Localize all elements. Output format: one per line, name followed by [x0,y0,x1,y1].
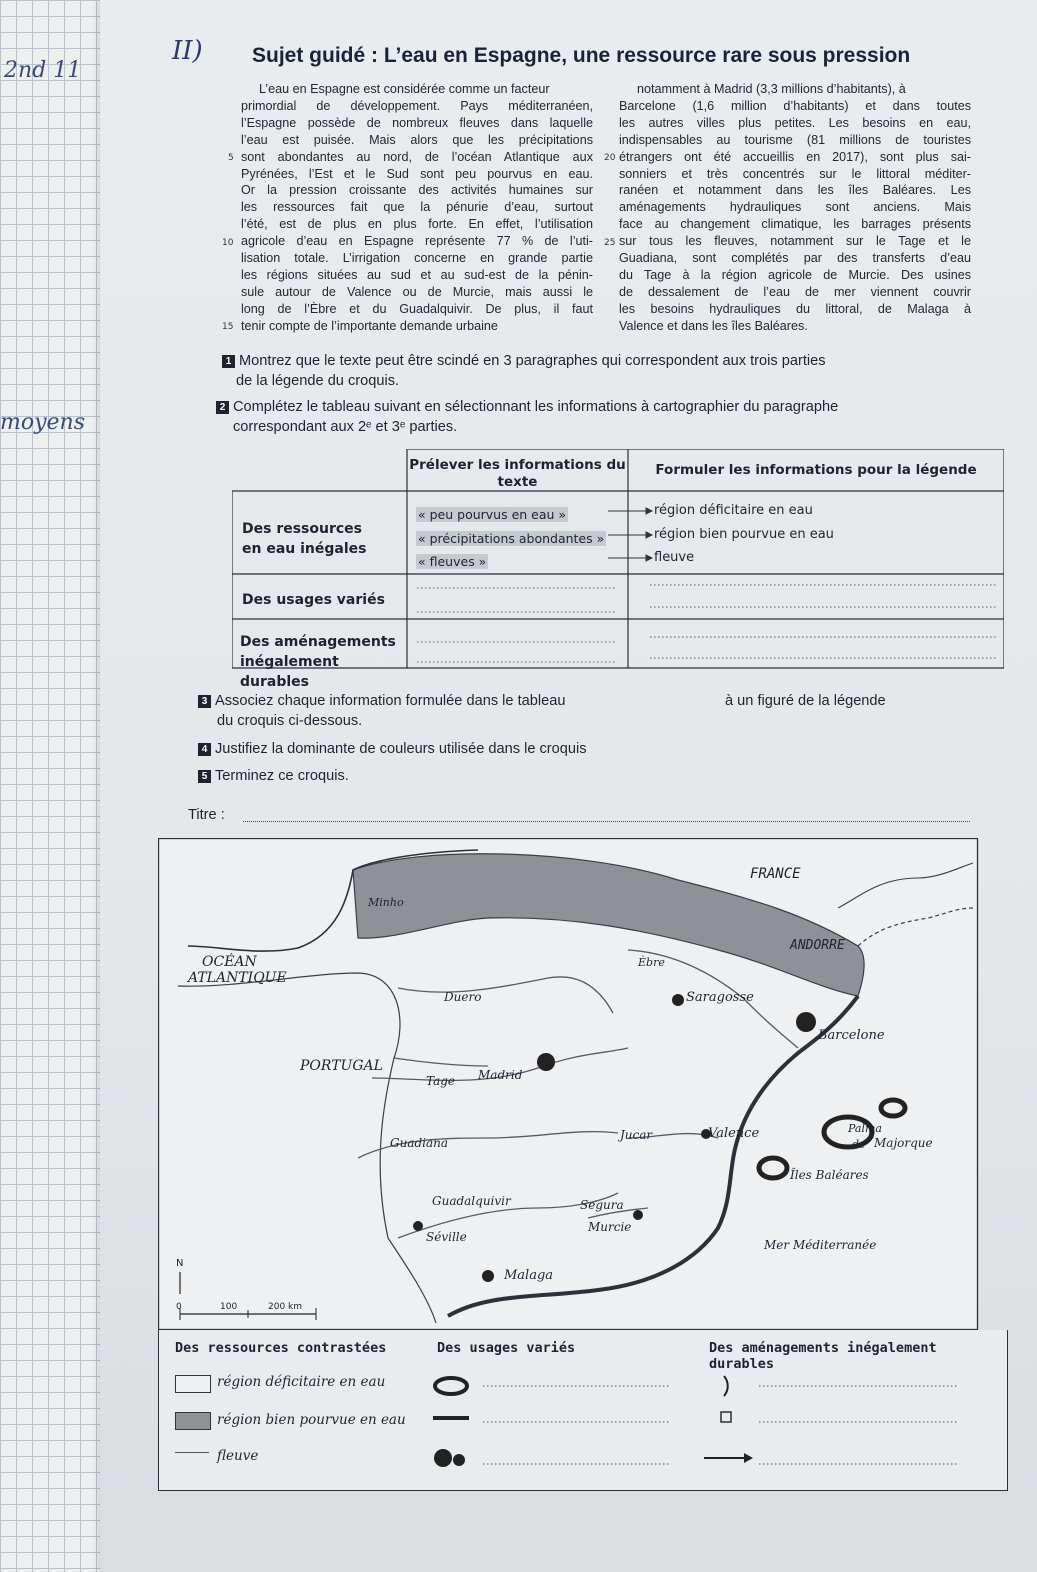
row-label-resources: Des ressources en eau inégales [242,521,367,557]
source-item: « précipitations abondantes » [418,531,605,546]
city-malaga [482,1270,494,1282]
margin-note-class: 2nd 11 [4,58,82,83]
text-line: l’eau est puisée. Mais alors que les précipitations [241,132,593,147]
map-title-input-line[interactable] [243,821,970,822]
text-line: sonniers et très concentrés sur le littoral méditer- [619,166,971,181]
text-line: sur tous les fleuves, notamment sur le Tage et le [619,234,971,249]
label-tage: Tage [426,1074,456,1088]
text-line: l’été, est de plus en plus forte. En effet, l’utilisation [241,217,593,232]
label-malaga: Malaga [504,1268,554,1283]
label-guadalquivir: Guadalquivir [432,1194,511,1208]
text-line: sont abondantes au nord, de l’océan Atlantique aux [241,149,593,164]
label-palma: Palma [848,1122,882,1135]
label-madrid: Madrid [478,1068,523,1082]
text-line: les régions situées au sud et au sud-est de la pénin- [241,267,593,282]
text-line: L’eau en Espagne est considérée comme un facteur [259,82,550,96]
legend-item: région bien pourvue en eau [654,527,834,542]
text-line: aménagements hydrauliques sont anciens. Mais [619,200,971,215]
label-murcie: Murcie [588,1220,632,1234]
text-line: tenir compte de l’importante demande urbaine [241,318,498,333]
question-1: 1 Montrez que le texte peut être scindé en 3 paragraphes qui correspondent aux trois parties de la légende du croquis. [222,351,826,391]
line-number: 5 [228,153,234,163]
question-5: 5 Terminez ce croquis. [198,766,349,786]
scale-0: 0 [176,1302,182,1312]
label-ocean: OCÉAN [202,954,257,970]
map-title-label: Titre : [188,807,225,823]
label-jucar: Jucar [620,1128,653,1142]
line-number: 15 [222,322,234,332]
row-label-amenagements: Des aménagements inégalement durables [240,634,396,690]
legend-item-deficit: région déficitaire en eau [217,1374,386,1390]
text-line: Guadiana, sont complétés par des transferts d’eau [619,251,971,266]
legend-item-humid: région bien pourvue en eau [217,1412,406,1428]
question-4: 4 Justifiez la dominante de couleurs utilisée dans le croquis [198,739,587,759]
text-column-right [619,81,971,335]
section-number: II) [172,36,203,66]
text-line: ranéen et notamment dans les îles Baléares. Les [619,183,971,198]
map-legend [158,1330,1008,1491]
city-murcie [633,1210,643,1220]
city-seville [413,1221,423,1231]
label-saragosse: Saragosse [686,990,754,1005]
label-duero: Duero [444,990,482,1004]
label-valence: Valence [708,1126,760,1141]
text-line: les besoins hydrauliques du littoral, de Malaga à [619,301,971,316]
label-ocean-2: ATLANTIQUE [188,970,287,986]
label-de: de [852,1138,866,1151]
text-line: du Tage à la région agricole de Murcie. Des usines [619,267,971,282]
question-2: 2 Complétez le tableau suivant en sélectionnant les informations à cartographier du paragraphe correspondant aux 2ᵉ et 3ᵉ parties. [216,397,838,437]
question-3: 3 Associez chaque information formulée dans le tableau du croquis ci-dessous. [198,691,565,731]
margin-note-moyens: moyens [0,410,86,435]
label-guadiana: Guadiana [390,1136,449,1150]
text-column-left [241,81,593,335]
label-france: FRANCE [750,866,801,882]
text-line: les ressources fait que la pénurie d’eau, surtout [241,200,593,215]
source-item: « peu pourvus en eau » [418,507,567,522]
text-line: agricole d’eau en Espagne représente 77 % de l’uti- [241,234,593,249]
legend-title-amenagements: Des aménagements inégalement durables [709,1340,937,1372]
label-ebre: Èbre [638,956,665,969]
city-barcelone [796,1012,816,1032]
legend-title-usages: Des usages variés [437,1340,576,1356]
legend-item-river: fleuve [217,1448,259,1464]
scale-100: 100 [220,1302,238,1312]
text-line: sule autour de Valence ou de Murcie, mais aussi le [241,284,593,299]
legend-symbols [159,1330,1007,1490]
text-line: long de l’Èbre et du Guadalquivir. De plus, il faut [241,301,593,316]
scale-200: 200 km [268,1302,303,1312]
label-segura: Segura [580,1198,624,1212]
legend-item: fleuve [654,550,695,565]
text-line: Barcelone (1,6 million d’habitants) et dans toutes [619,98,971,113]
city-saragosse [672,994,684,1006]
text-line: Pyrénées, l’Est et le Sud sont peu pourvus en eau. [241,166,593,181]
label-baleares: Îles Baléares [790,1168,869,1182]
grid-paper-background [0,0,110,1572]
north-label: N [176,1258,184,1269]
info-table [232,449,1004,690]
text-line: face au changement climatique, les barrages présents [619,217,971,232]
text-line: l’Espagne possède de nombreux fleuves dans laquelle [241,115,593,130]
text-line: Valence et dans les îles Baléares. [619,318,808,333]
line-number: 25 [604,238,616,248]
text-line: primordial de développement. Pays méditerranéen, [241,98,593,113]
table-header-source: Prélever les informations du texte [409,457,626,490]
text-line: notamment à Madrid (3,3 millions d’habitants), à [637,82,906,96]
city-madrid [537,1053,555,1071]
map-drawing [158,838,1006,1330]
table-header-legend: Formuler les informations pour la légende [655,462,977,478]
label-barcelone: Barcelone [818,1028,885,1043]
question-3-end: à un figuré de la légende [725,693,886,709]
row-label-usages: Des usages variés [242,592,385,608]
text-line: de dessalement de l’eau de mer viennent couvrir [619,284,971,299]
legend-item: région déficitaire en eau [654,503,813,518]
label-mediterranee: Mer Méditerranée [764,1238,877,1252]
line-number: 20 [604,153,616,163]
label-seville: Séville [426,1230,467,1244]
line-number: 10 [222,238,234,248]
source-item: « fleuves » [418,554,487,569]
label-portugal: PORTUGAL [300,1058,383,1074]
page-title: Sujet guidé : L’eau en Espagne, une ressource rare sous pression [252,44,911,67]
sketch-map-spain [158,838,1006,1330]
text-line: étrangers ont été accueillis en 2017), sont plus sai- [619,149,971,164]
legend-title-resources: Des ressources contrastées [175,1340,387,1356]
text-line: lisation totale. L’irrigation concerne en grande partie [241,251,593,266]
text-line: indispensables au tourisme (81 millions de touristes [619,132,971,147]
label-majorque: Majorque [874,1136,933,1150]
label-andorre: ANDORRE [790,938,845,953]
text-line: les autres villes plus petites. Les besoins en eau, [619,115,971,130]
label-minho: Minho [368,896,404,909]
text-line: Or la pression croissante des activités humaines sur [241,183,593,198]
